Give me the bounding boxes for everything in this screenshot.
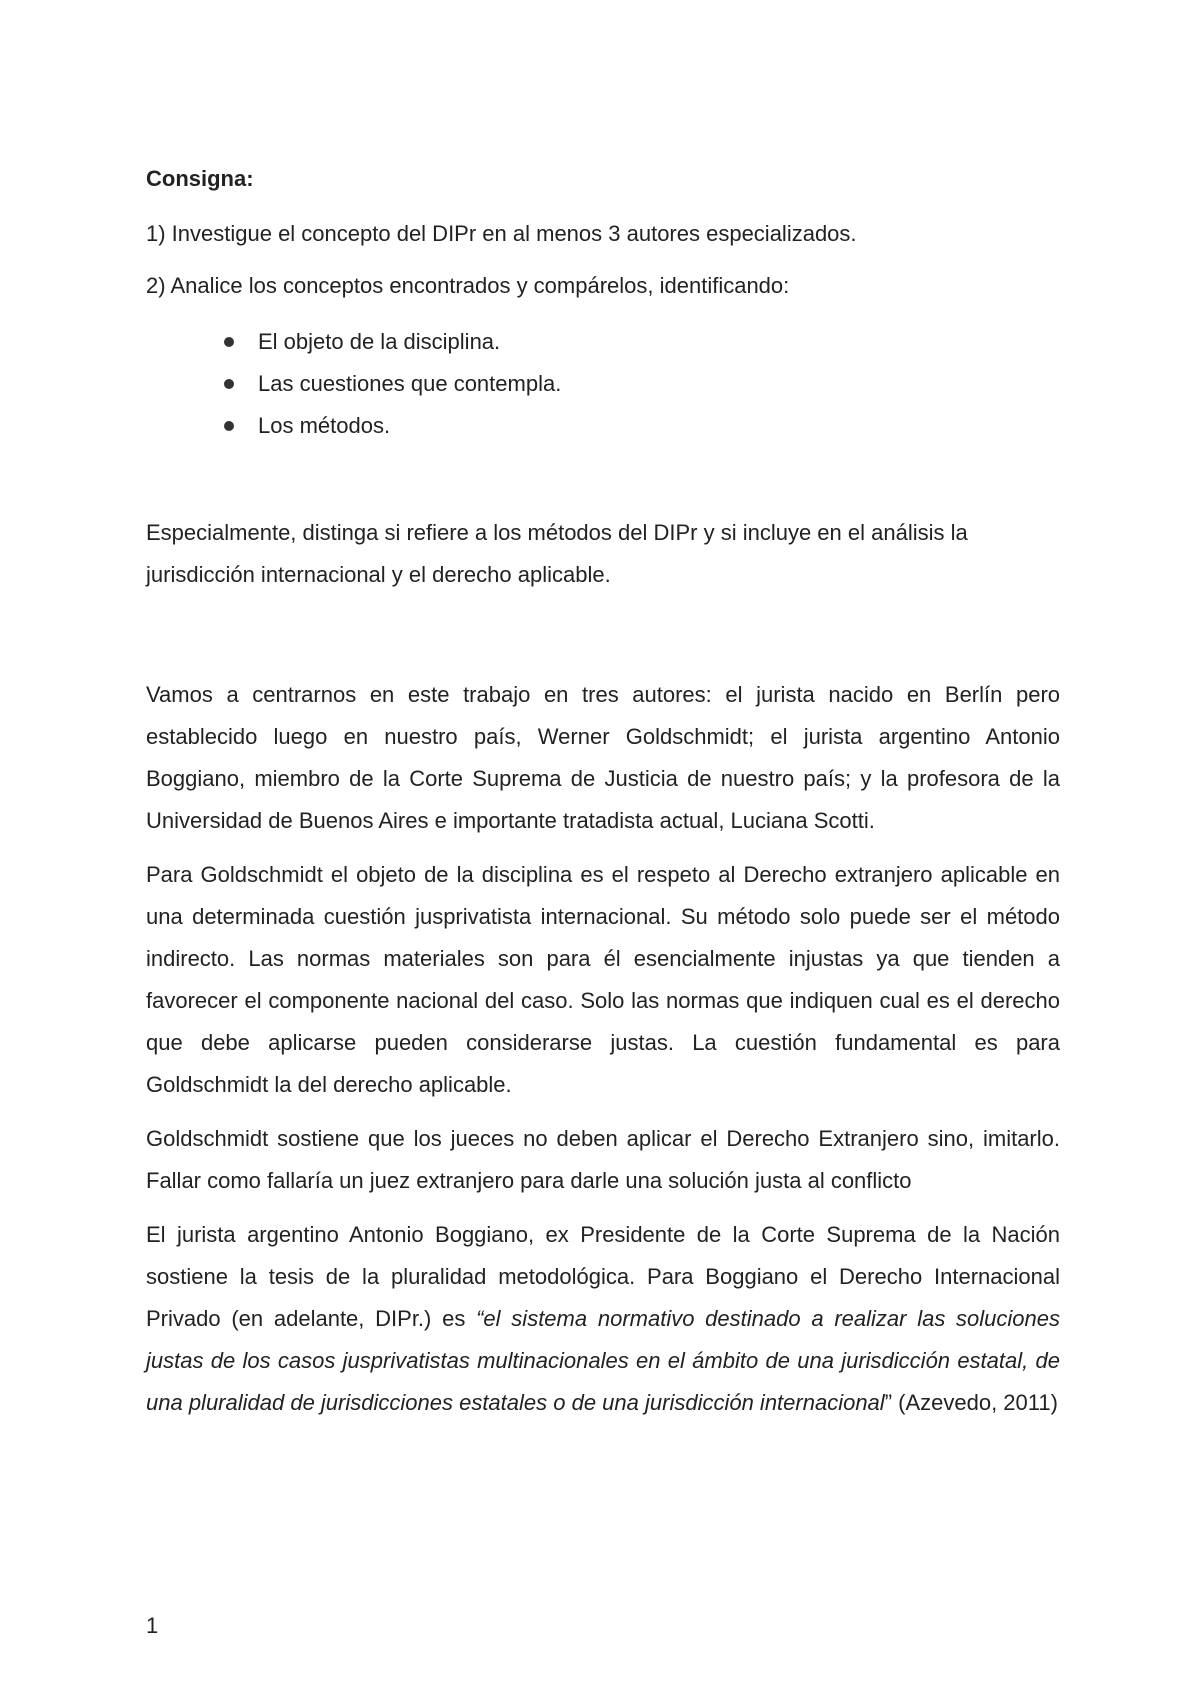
list-item	[146, 410, 1060, 442]
list-item	[146, 326, 1060, 358]
instruction-item-2: 2) Analice los conceptos encontrados y compárelos, identificando:	[146, 273, 790, 298]
bullet-text: Los métodos.	[258, 413, 391, 438]
bullet-list	[146, 326, 1060, 442]
document-body	[146, 163, 1060, 1424]
boggiano-citation-text: ” (Azevedo, 2011)	[884, 1390, 1058, 1415]
bullet-dot-icon	[224, 379, 234, 389]
bullet-text: El objeto de la disciplina.	[258, 329, 501, 354]
authors-paragraph: Vamos a centrarnos en este trabajo en tres autores: el jurista nacido en Berlín pero establecido luego en nuestro país, Werner Goldschmidt; el jurista argentino Antonio Boggiano, miembro de la Corte Suprema de Justicia de nuestro país; y la profesora de la Universidad de Buenos Aires e importante tratadista actual, Luciana Scotti.	[146, 682, 1060, 833]
bullet-dot-icon	[224, 337, 234, 347]
especially-paragraph: Especialmente, distinga si refiere a los métodos del DIPr y si incluye en el análisis la jurisdicción internacional y el derecho aplicable.	[146, 520, 968, 587]
boggiano-lead-text: El jurista argentino Antonio Boggiano, ex Presidente de la Corte Suprema de la Nación sostiene la tesis de la pluralidad metodológica. Para Boggiano el Derecho Internacional Privado (en adelante, DIPr.) es	[146, 1222, 1060, 1331]
instruction-item-1: 1) Investigue el concepto del DIPr en al menos 3 autores especializados.	[146, 221, 857, 246]
page-number: 1	[146, 1613, 159, 1638]
bullet-dot-icon	[224, 421, 234, 431]
goldschmidt-paragraph-1: Para Goldschmidt el objeto de la disciplina es el respeto al Derecho extranjero aplicable en una determinada cuestión jusprivatista internacional. Su método solo puede ser el método indirecto. Las normas materiales son para él esencialmente injustas ya que tienden a favorecer el componente nacional del caso. Solo las normas que indiquen cual es el derecho que debe aplicarse pueden considerarse justas. La cuestión fundamental es para Goldschmidt la del derecho aplicable.	[146, 862, 1060, 1097]
list-item	[146, 368, 1060, 400]
boggiano-quote-text: “el sistema normativo destinado a realizar las soluciones justas de los casos jusprivatistas multinacionales en el ámbito de una jurisdicción estatal, de una pluralidad de jurisdicciones estatales o de una jurisdicción internacional	[146, 1306, 1061, 1415]
bullet-text: Las cuestiones que contempla.	[258, 371, 562, 396]
goldschmidt-paragraph-2: Goldschmidt sostiene que los jueces no deben aplicar el Derecho Extranjero sino, imitarlo. Fallar como fallaría un juez extranjero para darle una solución justa al conflicto	[146, 1126, 1060, 1193]
boggiano-paragraph	[146, 1214, 1060, 1424]
heading-consigna: Consigna:	[146, 166, 254, 191]
